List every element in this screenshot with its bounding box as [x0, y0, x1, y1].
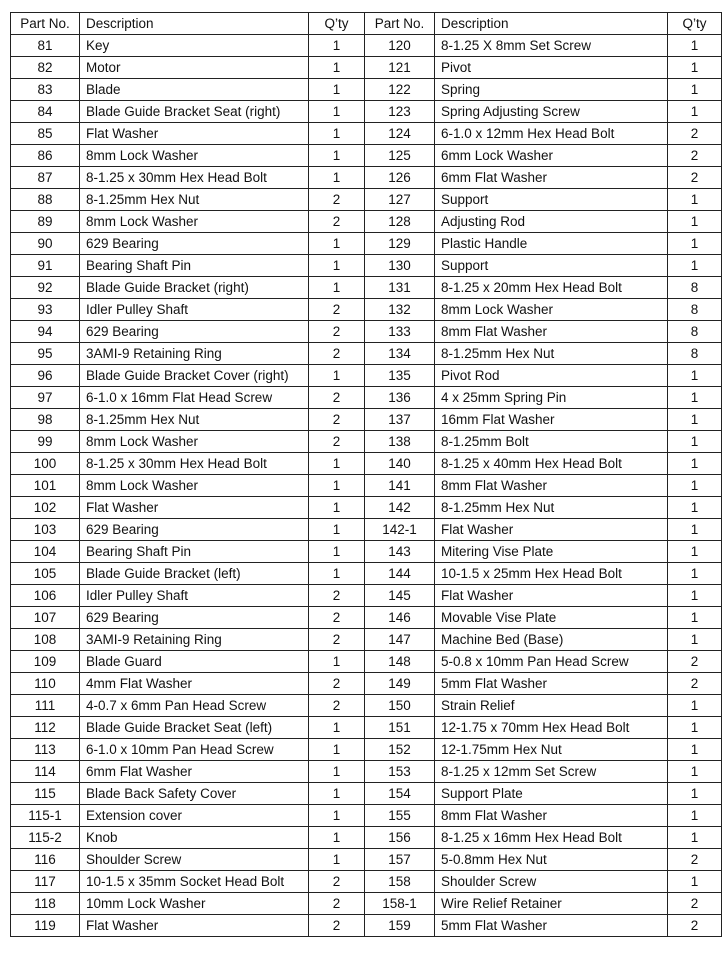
- part-number-cell: 125: [365, 145, 435, 167]
- part-number-cell: 141: [365, 475, 435, 497]
- part-number-cell: 159: [365, 915, 435, 937]
- quantity-cell: 1: [668, 805, 722, 827]
- quantity-cell: 1: [309, 101, 365, 123]
- quantity-cell: 2: [309, 629, 365, 651]
- description-cell: Blade Guide Bracket Cover (right): [80, 365, 309, 387]
- part-number-cell: 146: [365, 607, 435, 629]
- description-cell: 5-0.8 x 10mm Pan Head Screw: [435, 651, 668, 673]
- table-row: [11, 167, 722, 189]
- quantity-cell: 2: [309, 409, 365, 431]
- quantity-cell: 8: [668, 277, 722, 299]
- description-cell: 3AMI-9 Retaining Ring: [80, 629, 309, 651]
- description-cell: Blade Guide Bracket Seat (right): [80, 101, 309, 123]
- quantity-cell: 1: [668, 101, 722, 123]
- table-row: [11, 79, 722, 101]
- quantity-cell: 1: [309, 365, 365, 387]
- quantity-cell: 1: [668, 431, 722, 453]
- part-number-cell: 99: [11, 431, 80, 453]
- part-number-cell: 126: [365, 167, 435, 189]
- part-number-cell: 115: [11, 783, 80, 805]
- description-cell: 8-1.25 x 40mm Hex Head Bolt: [435, 453, 668, 475]
- part-number-cell: 114: [11, 761, 80, 783]
- quantity-cell: 1: [668, 233, 722, 255]
- quantity-cell: 1: [668, 783, 722, 805]
- description-cell: Flat Washer: [80, 915, 309, 937]
- description-cell: Support: [435, 189, 668, 211]
- part-number-cell: 87: [11, 167, 80, 189]
- part-number-cell: 105: [11, 563, 80, 585]
- table-row: [11, 651, 722, 673]
- part-number-cell: 156: [365, 827, 435, 849]
- description-cell: 6-1.0 x 10mm Pan Head Screw: [80, 739, 309, 761]
- part-number-cell: 101: [11, 475, 80, 497]
- quantity-cell: 1: [668, 497, 722, 519]
- part-number-cell: 115-1: [11, 805, 80, 827]
- quantity-cell: 2: [309, 915, 365, 937]
- quantity-cell: 1: [309, 475, 365, 497]
- table-row: [11, 233, 722, 255]
- part-number-cell: 86: [11, 145, 80, 167]
- description-cell: 8mm Flat Washer: [435, 475, 668, 497]
- part-number-cell: 88: [11, 189, 80, 211]
- part-number-cell: 82: [11, 57, 80, 79]
- description-cell: Pivot: [435, 57, 668, 79]
- description-cell: 8mm Flat Washer: [435, 321, 668, 343]
- table-row: [11, 717, 722, 739]
- table-row: [11, 849, 722, 871]
- part-number-cell: 150: [365, 695, 435, 717]
- part-number-cell: 145: [365, 585, 435, 607]
- part-number-cell: 147: [365, 629, 435, 651]
- description-cell: 4-0.7 x 6mm Pan Head Screw: [80, 695, 309, 717]
- description-cell: Shoulder Screw: [435, 871, 668, 893]
- part-number-cell: 92: [11, 277, 80, 299]
- quantity-cell: 2: [668, 145, 722, 167]
- quantity-cell: 1: [668, 563, 722, 585]
- quantity-cell: 1: [309, 739, 365, 761]
- quantity-cell: 1: [309, 79, 365, 101]
- description-cell: Flat Washer: [435, 519, 668, 541]
- quantity-cell: 1: [668, 79, 722, 101]
- part-number-cell: 135: [365, 365, 435, 387]
- description-cell: 8mm Lock Washer: [80, 211, 309, 233]
- table-row: [11, 629, 722, 651]
- table-row: [11, 145, 722, 167]
- part-number-cell: 84: [11, 101, 80, 123]
- quantity-cell: 2: [668, 651, 722, 673]
- part-number-cell: 124: [365, 123, 435, 145]
- part-number-cell: 123: [365, 101, 435, 123]
- quantity-cell: 1: [309, 453, 365, 475]
- quantity-cell: 1: [309, 827, 365, 849]
- quantity-cell: 2: [309, 673, 365, 695]
- quantity-cell: 2: [668, 915, 722, 937]
- table-row: [11, 695, 722, 717]
- quantity-cell: 1: [668, 409, 722, 431]
- quantity-cell: 2: [668, 893, 722, 915]
- header-qty-left: Q’ty: [309, 13, 365, 35]
- table-row: [11, 189, 722, 211]
- description-cell: 8mm Lock Washer: [80, 431, 309, 453]
- description-cell: 629 Bearing: [80, 321, 309, 343]
- quantity-cell: 2: [309, 299, 365, 321]
- part-number-cell: 154: [365, 783, 435, 805]
- part-number-cell: 90: [11, 233, 80, 255]
- quantity-cell: 1: [668, 189, 722, 211]
- table-row: [11, 101, 722, 123]
- description-cell: Machine Bed (Base): [435, 629, 668, 651]
- table-row: [11, 761, 722, 783]
- description-cell: Strain Relief: [435, 695, 668, 717]
- description-cell: Support: [435, 255, 668, 277]
- quantity-cell: 1: [668, 453, 722, 475]
- quantity-cell: 1: [668, 695, 722, 717]
- table-row: [11, 211, 722, 233]
- description-cell: 8mm Lock Washer: [435, 299, 668, 321]
- part-number-cell: 96: [11, 365, 80, 387]
- description-cell: 12-1.75 x 70mm Hex Head Bolt: [435, 717, 668, 739]
- quantity-cell: 2: [309, 387, 365, 409]
- part-number-cell: 153: [365, 761, 435, 783]
- description-cell: 6-1.0 x 16mm Flat Head Screw: [80, 387, 309, 409]
- part-number-cell: 119: [11, 915, 80, 937]
- description-cell: 10-1.5 x 25mm Hex Head Bolt: [435, 563, 668, 585]
- table-row: [11, 739, 722, 761]
- description-cell: Knob: [80, 827, 309, 849]
- part-number-cell: 117: [11, 871, 80, 893]
- quantity-cell: 1: [309, 255, 365, 277]
- description-cell: Pivot Rod: [435, 365, 668, 387]
- description-cell: Idler Pulley Shaft: [80, 299, 309, 321]
- quantity-cell: 1: [668, 871, 722, 893]
- part-number-cell: 107: [11, 607, 80, 629]
- part-number-cell: 127: [365, 189, 435, 211]
- quantity-cell: 2: [309, 893, 365, 915]
- description-cell: Blade Guide Bracket Seat (left): [80, 717, 309, 739]
- description-cell: 8-1.25 x 16mm Hex Head Bolt: [435, 827, 668, 849]
- quantity-cell: 1: [309, 497, 365, 519]
- description-cell: 6-1.0 x 12mm Hex Head Bolt: [435, 123, 668, 145]
- part-number-cell: 148: [365, 651, 435, 673]
- description-cell: Extension cover: [80, 805, 309, 827]
- quantity-cell: 2: [309, 321, 365, 343]
- description-cell: 10-1.5 x 35mm Socket Head Bolt: [80, 871, 309, 893]
- part-number-cell: 130: [365, 255, 435, 277]
- table-row: [11, 299, 722, 321]
- quantity-cell: 1: [309, 717, 365, 739]
- quantity-cell: 1: [668, 607, 722, 629]
- description-cell: 6mm Flat Washer: [80, 761, 309, 783]
- description-cell: Plastic Handle: [435, 233, 668, 255]
- part-number-cell: 100: [11, 453, 80, 475]
- description-cell: Idler Pulley Shaft: [80, 585, 309, 607]
- quantity-cell: 1: [309, 145, 365, 167]
- header-qty-right: Q’ty: [668, 13, 722, 35]
- quantity-cell: 2: [309, 585, 365, 607]
- part-number-cell: 120: [365, 35, 435, 57]
- table-row: [11, 35, 722, 57]
- description-cell: 629 Bearing: [80, 233, 309, 255]
- quantity-cell: 1: [309, 805, 365, 827]
- quantity-cell: 1: [309, 519, 365, 541]
- quantity-cell: 1: [668, 761, 722, 783]
- part-number-cell: 144: [365, 563, 435, 585]
- table-row: [11, 343, 722, 365]
- part-number-cell: 128: [365, 211, 435, 233]
- table-row: [11, 431, 722, 453]
- description-cell: Mitering Vise Plate: [435, 541, 668, 563]
- quantity-cell: 2: [668, 849, 722, 871]
- description-cell: Support Plate: [435, 783, 668, 805]
- table-row: [11, 871, 722, 893]
- part-number-cell: 157: [365, 849, 435, 871]
- quantity-cell: 2: [668, 167, 722, 189]
- parts-list-table: [10, 12, 722, 937]
- table-row: [11, 541, 722, 563]
- part-number-cell: 93: [11, 299, 80, 321]
- table-row: [11, 563, 722, 585]
- description-cell: Flat Washer: [80, 497, 309, 519]
- table-row: [11, 805, 722, 827]
- part-number-cell: 106: [11, 585, 80, 607]
- quantity-cell: 1: [668, 57, 722, 79]
- part-number-cell: 152: [365, 739, 435, 761]
- quantity-cell: 1: [668, 629, 722, 651]
- part-number-cell: 95: [11, 343, 80, 365]
- part-number-cell: 109: [11, 651, 80, 673]
- description-cell: 3AMI-9 Retaining Ring: [80, 343, 309, 365]
- description-cell: Bearing Shaft Pin: [80, 255, 309, 277]
- quantity-cell: 2: [309, 695, 365, 717]
- description-cell: 8-1.25mm Hex Nut: [80, 409, 309, 431]
- table-row: [11, 453, 722, 475]
- description-cell: 8-1.25 x 30mm Hex Head Bolt: [80, 453, 309, 475]
- quantity-cell: 1: [309, 783, 365, 805]
- part-number-cell: 132: [365, 299, 435, 321]
- description-cell: 4mm Flat Washer: [80, 673, 309, 695]
- quantity-cell: 1: [668, 211, 722, 233]
- quantity-cell: 2: [668, 123, 722, 145]
- quantity-cell: 1: [309, 35, 365, 57]
- description-cell: Movable Vise Plate: [435, 607, 668, 629]
- description-cell: Blade Guide Bracket (left): [80, 563, 309, 585]
- part-number-cell: 151: [365, 717, 435, 739]
- table-row: [11, 607, 722, 629]
- quantity-cell: 2: [309, 189, 365, 211]
- table-row: [11, 519, 722, 541]
- part-number-cell: 110: [11, 673, 80, 695]
- table-row: [11, 57, 722, 79]
- description-cell: 8-1.25mm Hex Nut: [80, 189, 309, 211]
- description-cell: 5mm Flat Washer: [435, 915, 668, 937]
- table-body: [11, 35, 722, 937]
- part-number-cell: 91: [11, 255, 80, 277]
- quantity-cell: 1: [309, 233, 365, 255]
- description-cell: Blade: [80, 79, 309, 101]
- part-number-cell: 111: [11, 695, 80, 717]
- description-cell: Wire Relief Retainer: [435, 893, 668, 915]
- description-cell: 8-1.25mm Bolt: [435, 431, 668, 453]
- description-cell: 8mm Flat Washer: [435, 805, 668, 827]
- description-cell: 8mm Lock Washer: [80, 145, 309, 167]
- description-cell: 8mm Lock Washer: [80, 475, 309, 497]
- part-number-cell: 121: [365, 57, 435, 79]
- part-number-cell: 133: [365, 321, 435, 343]
- quantity-cell: 1: [668, 387, 722, 409]
- part-number-cell: 118: [11, 893, 80, 915]
- part-number-cell: 102: [11, 497, 80, 519]
- description-cell: 6mm Lock Washer: [435, 145, 668, 167]
- part-number-cell: 142: [365, 497, 435, 519]
- quantity-cell: 8: [668, 321, 722, 343]
- quantity-cell: 1: [309, 651, 365, 673]
- quantity-cell: 1: [309, 563, 365, 585]
- quantity-cell: 1: [668, 255, 722, 277]
- table-row: [11, 387, 722, 409]
- description-cell: 12-1.75mm Hex Nut: [435, 739, 668, 761]
- table-row: [11, 365, 722, 387]
- quantity-cell: 2: [309, 871, 365, 893]
- table-row: [11, 277, 722, 299]
- header-description-left: Description: [80, 13, 309, 35]
- part-number-cell: 138: [365, 431, 435, 453]
- part-number-cell: 142-1: [365, 519, 435, 541]
- header-part-no-left: Part No.: [11, 13, 80, 35]
- header-description-right: Description: [435, 13, 668, 35]
- part-number-cell: 155: [365, 805, 435, 827]
- quantity-cell: 2: [309, 211, 365, 233]
- part-number-cell: 89: [11, 211, 80, 233]
- table-row: [11, 123, 722, 145]
- description-cell: Spring: [435, 79, 668, 101]
- description-cell: Bearing Shaft Pin: [80, 541, 309, 563]
- quantity-cell: 2: [309, 607, 365, 629]
- part-number-cell: 97: [11, 387, 80, 409]
- table-row: [11, 915, 722, 937]
- part-number-cell: 129: [365, 233, 435, 255]
- table-row: [11, 893, 722, 915]
- quantity-cell: 2: [668, 673, 722, 695]
- quantity-cell: 1: [668, 739, 722, 761]
- description-cell: Blade Back Safety Cover: [80, 783, 309, 805]
- description-cell: Key: [80, 35, 309, 57]
- description-cell: 8-1.25mm Hex Nut: [435, 497, 668, 519]
- description-cell: 629 Bearing: [80, 519, 309, 541]
- quantity-cell: 1: [668, 585, 722, 607]
- part-number-cell: 136: [365, 387, 435, 409]
- table-header: [11, 13, 722, 35]
- part-number-cell: 149: [365, 673, 435, 695]
- description-cell: 8-1.25 x 12mm Set Screw: [435, 761, 668, 783]
- table-row: [11, 783, 722, 805]
- quantity-cell: 1: [309, 277, 365, 299]
- description-cell: 629 Bearing: [80, 607, 309, 629]
- description-cell: Motor: [80, 57, 309, 79]
- part-number-cell: 112: [11, 717, 80, 739]
- quantity-cell: 1: [668, 35, 722, 57]
- header-part-no-right: Part No.: [365, 13, 435, 35]
- table-row: [11, 409, 722, 431]
- table-row: [11, 827, 722, 849]
- part-number-cell: 83: [11, 79, 80, 101]
- part-number-cell: 108: [11, 629, 80, 651]
- quantity-cell: 1: [668, 541, 722, 563]
- description-cell: Blade Guard: [80, 651, 309, 673]
- quantity-cell: 8: [668, 343, 722, 365]
- quantity-cell: 1: [668, 717, 722, 739]
- part-number-cell: 158: [365, 871, 435, 893]
- description-cell: Shoulder Screw: [80, 849, 309, 871]
- table-row: [11, 321, 722, 343]
- quantity-cell: 1: [309, 541, 365, 563]
- description-cell: Adjusting Rod: [435, 211, 668, 233]
- description-cell: 8-1.25 X 8mm Set Screw: [435, 35, 668, 57]
- description-cell: 4 x 25mm Spring Pin: [435, 387, 668, 409]
- quantity-cell: 2: [309, 431, 365, 453]
- description-cell: 8-1.25 x 20mm Hex Head Bolt: [435, 277, 668, 299]
- header-row: [11, 13, 722, 35]
- part-number-cell: 113: [11, 739, 80, 761]
- description-cell: 5mm Flat Washer: [435, 673, 668, 695]
- part-number-cell: 131: [365, 277, 435, 299]
- part-number-cell: 122: [365, 79, 435, 101]
- part-number-cell: 104: [11, 541, 80, 563]
- table-row: [11, 673, 722, 695]
- description-cell: Flat Washer: [435, 585, 668, 607]
- part-number-cell: 98: [11, 409, 80, 431]
- table-row: [11, 585, 722, 607]
- part-number-cell: 85: [11, 123, 80, 145]
- description-cell: 8-1.25mm Hex Nut: [435, 343, 668, 365]
- description-cell: Flat Washer: [80, 123, 309, 145]
- part-number-cell: 140: [365, 453, 435, 475]
- quantity-cell: 1: [309, 849, 365, 871]
- quantity-cell: 1: [668, 519, 722, 541]
- part-number-cell: 94: [11, 321, 80, 343]
- part-number-cell: 103: [11, 519, 80, 541]
- description-cell: Spring Adjusting Screw: [435, 101, 668, 123]
- table-row: [11, 475, 722, 497]
- quantity-cell: 1: [309, 57, 365, 79]
- part-number-cell: 143: [365, 541, 435, 563]
- part-number-cell: 137: [365, 409, 435, 431]
- part-number-cell: 115-2: [11, 827, 80, 849]
- quantity-cell: 8: [668, 299, 722, 321]
- quantity-cell: 1: [668, 827, 722, 849]
- description-cell: 6mm Flat Washer: [435, 167, 668, 189]
- quantity-cell: 1: [309, 761, 365, 783]
- table-row: [11, 497, 722, 519]
- description-cell: Blade Guide Bracket (right): [80, 277, 309, 299]
- description-cell: 16mm Flat Washer: [435, 409, 668, 431]
- quantity-cell: 1: [668, 475, 722, 497]
- part-number-cell: 134: [365, 343, 435, 365]
- table-row: [11, 255, 722, 277]
- description-cell: 5-0.8mm Hex Nut: [435, 849, 668, 871]
- quantity-cell: 1: [309, 167, 365, 189]
- description-cell: 10mm Lock Washer: [80, 893, 309, 915]
- quantity-cell: 1: [668, 365, 722, 387]
- quantity-cell: 1: [309, 123, 365, 145]
- part-number-cell: 158-1: [365, 893, 435, 915]
- part-number-cell: 81: [11, 35, 80, 57]
- quantity-cell: 2: [309, 343, 365, 365]
- description-cell: 8-1.25 x 30mm Hex Head Bolt: [80, 167, 309, 189]
- part-number-cell: 116: [11, 849, 80, 871]
